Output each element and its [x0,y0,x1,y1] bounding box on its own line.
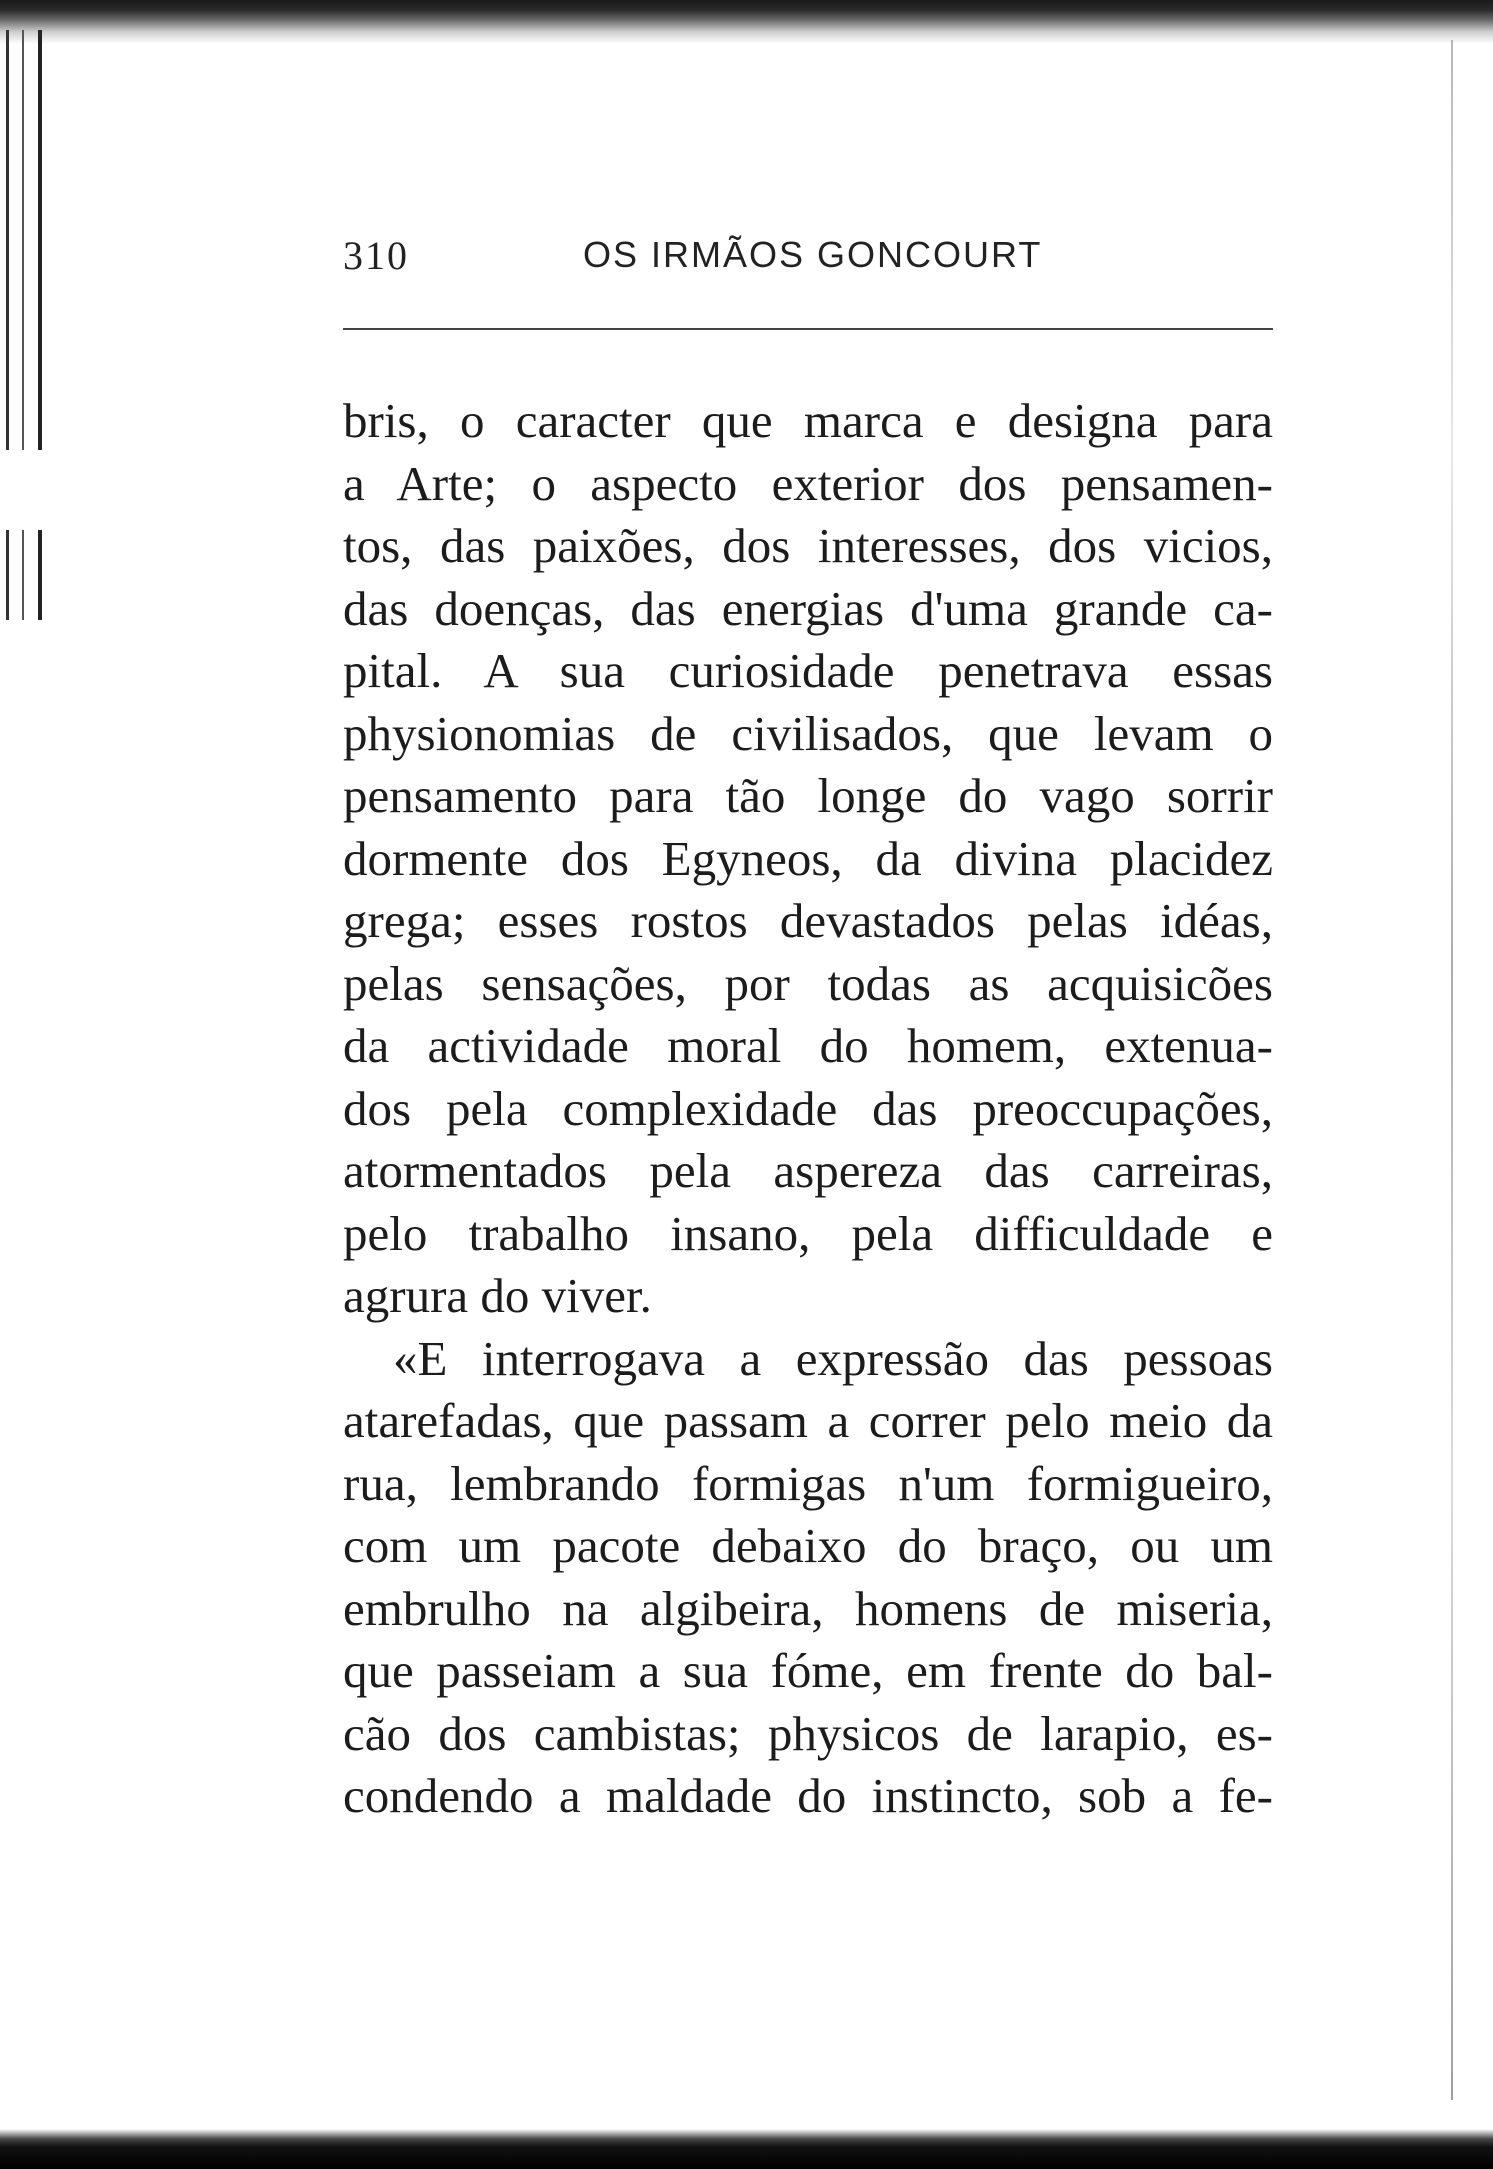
text-line: atarefadas, que passam a correr pelo meio da [343,1393,1273,1448]
text-line: pelas sensações, por todas as acquisicões [343,955,1273,1011]
scan-binding-edge [0,30,60,620]
scan-right-edge [1451,40,1453,2100]
paragraph [343,390,1273,1328]
paragraph [343,1328,1273,1828]
text-line: embrulho na algibeira, homens de miseria, [343,1580,1273,1636]
text-line: das doenças, das energias d'uma grande ca- [343,580,1273,636]
text-line: da actividade moral do homem, extenua- [343,1018,1273,1073]
text-line: a Arte; o aspecto exterior dos pensamen- [343,455,1273,511]
scan-bottom-edge [0,2129,1493,2169]
text-line: tos, das paixões, dos interesses, dos vicios, [343,518,1273,573]
text-line: dos pela complexidade das preoccupações, [343,1080,1273,1136]
text-line: que passeiam a sua fóme, em frente do bal- [343,1643,1273,1698]
text-line: pensamento para tão longe do vago sorrir [343,768,1273,823]
text-line: atormentados pela aspereza das carreiras, [343,1143,1273,1198]
text-line: condendo a maldade do instincto, sob a fe- [343,1768,1273,1823]
running-head [343,232,1273,292]
text-line: rua, lembrando formigas n'um formigueiro, [343,1455,1273,1511]
header-rule [343,328,1273,330]
text-line: pelo trabalho insano, pela difficuldade e [343,1205,1273,1261]
text-line: dormente dos Egyneos, da divina placidez [343,830,1273,886]
running-title: OS IRMÃOS GONCOURT [583,234,1043,275]
scan-top-edge [0,0,1493,44]
text-line: pital. A sua curiosidade penetrava essas [343,643,1273,698]
text-line: com um pacote debaixo do braço, ou um [343,1518,1273,1573]
text-line: cão dos cambistas; physicos de larapio, es- [343,1705,1273,1761]
page-number: 310 [343,233,409,278]
text-line: physionomias de civilisados, que levam o [343,705,1273,761]
text-line: «E interrogava a expressão das pessoas [393,1330,1273,1386]
text-line: grega; esses rostos devastados pelas idéas, [343,893,1273,948]
text-line: bris, o caracter que marca e designa para [343,393,1273,448]
body-text [343,390,1273,1828]
text-line: agrura do viver. [343,1268,652,1323]
